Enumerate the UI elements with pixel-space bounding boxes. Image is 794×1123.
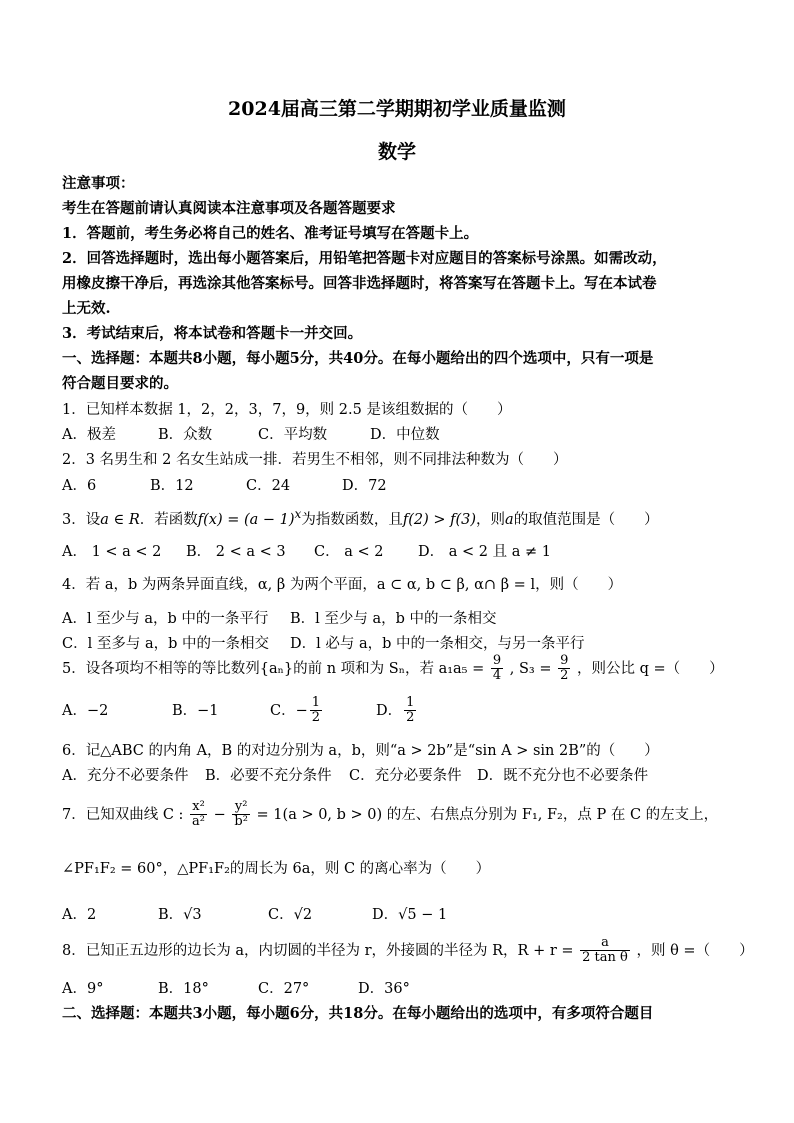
q5-option-d: D． $\frac{1}{2}$ bbox=[376, 695, 415, 726]
q3-var: a bbox=[505, 511, 514, 528]
q1-stem: 1．已知样本数据 1，2，2，3，7，9，则 2.5 是该组数据的（ ） bbox=[62, 402, 512, 418]
q4-stem: 4．若 a，b 为两条异面直线，α, β 为两个平面，a ⊂ α, b ⊂ β, α∩ β = l，则（ ） bbox=[62, 577, 623, 593]
q8-stem bbox=[62, 935, 754, 966]
q1-option-b: B．众数 bbox=[158, 427, 213, 443]
q6-option-b: B．必要不充分条件 bbox=[205, 768, 332, 784]
q5-pre: 5．设各项均不相等的等比数列{aₙ}的前 n 项和为 Sₙ，若 a₁a₅ = bbox=[62, 660, 485, 677]
q1-option-c: C．平均数 bbox=[258, 427, 328, 443]
q1-options bbox=[62, 423, 440, 444]
q5-option-a: A．−2 bbox=[62, 702, 109, 719]
q7-line2: ∠PF₁F₂ = 60°，△PF₁F₂的周长为 6a，则 C 的离心率为（ ） bbox=[62, 861, 491, 877]
q4-options-row2 bbox=[62, 632, 585, 653]
q4-option-c: C．l 至多与 a，b 中的一条相交 bbox=[62, 636, 269, 652]
q5-option-b: B．−1 bbox=[172, 702, 219, 719]
q5-option-c: C．− $\frac{1}{2}$ bbox=[270, 695, 321, 726]
q6-option-c: C．充分必要条件 bbox=[349, 768, 462, 784]
q8-option-b: B．18° bbox=[158, 981, 209, 997]
q8-post: ，则 θ =（ ） bbox=[636, 942, 754, 959]
exam-title: 2024届高三第二学期期初学业质量监测 bbox=[228, 98, 566, 120]
notice-line-1: 1．答题前，考生务必将自己的姓名、准考证号填写在答题卡上。 bbox=[62, 225, 479, 242]
q6-option-d: D．既不充分也不必要条件 bbox=[477, 768, 649, 784]
q8-option-a: A．9° bbox=[62, 981, 104, 997]
q2-option-b: B．12 bbox=[150, 478, 194, 494]
q1-option-d: D．中位数 bbox=[370, 427, 440, 443]
q3-mid2: 为指数函数，且 bbox=[301, 511, 403, 528]
q2-option-a: A．6 bbox=[62, 478, 97, 494]
q2-option-d: D．72 bbox=[342, 478, 387, 494]
q8-option-c: C．27° bbox=[258, 981, 310, 997]
q3-stem bbox=[62, 507, 738, 529]
q3-option-d: D． a < 2 且 a ≠ 1 bbox=[418, 544, 551, 560]
q4-option-b: B．l 至少与 a，b 中的一条相交 bbox=[290, 611, 497, 627]
q3-post: 的取值范围是（ ） bbox=[513, 511, 659, 528]
q5-mid: , S₃ = bbox=[509, 660, 552, 677]
q4-option-a: A．l 至少与 a，b 中的一条平行 bbox=[62, 611, 269, 627]
q3-ineq: f(2) > f(3) bbox=[402, 511, 477, 528]
q7-stem bbox=[62, 800, 738, 830]
q5-post: ，则公比 q =（ ） bbox=[576, 660, 724, 677]
q3-cond: a ∈ R bbox=[100, 511, 140, 528]
q1-option-a: A．极差 bbox=[62, 427, 116, 443]
section1-line2: 符合题目要求的。 bbox=[62, 375, 178, 392]
q3-mid1: ．若函数 bbox=[139, 511, 198, 528]
q7-pre: 7．已知双曲线 C : bbox=[62, 806, 184, 823]
q7-option-c: C．√2 bbox=[268, 907, 313, 923]
q4-option-d: D．l 必与 a，b 中的一条相交，与另一条平行 bbox=[290, 636, 585, 652]
q7-option-b: B．√3 bbox=[158, 907, 202, 923]
q3-func: f(x) = (a − 1) bbox=[197, 511, 295, 528]
q5-frac2: $\frac{9}{2}$ bbox=[560, 653, 569, 684]
notice-heading: 注意事项： bbox=[62, 175, 135, 192]
q5-stem bbox=[62, 654, 738, 684]
q7-post: = 1(a > 0, b > 0) 的左、右焦点分别为 F₁, F₂，点 P 在 C 的左支上， bbox=[256, 806, 719, 823]
q6-options bbox=[62, 764, 648, 785]
q7-minus: − bbox=[213, 806, 226, 823]
notice-line-5: 3．考试结束后，将本试卷和答题卡一并交回。 bbox=[62, 325, 363, 342]
q2-stem: 2．3 名男生和 2 名女生站成一排．若男生不相邻，则不同排法种数为（ ） bbox=[62, 452, 568, 468]
q3-exp: x bbox=[294, 507, 302, 521]
q8-options bbox=[62, 977, 410, 998]
q6-option-a: A．充分不必要条件 bbox=[62, 768, 189, 784]
q3-mid3: ，则 bbox=[476, 511, 506, 528]
q5-options bbox=[62, 696, 418, 726]
q7-option-d: D．√5 − 1 bbox=[372, 907, 448, 923]
q7-option-a: A．2 bbox=[62, 907, 97, 923]
q3-option-b: B． 2 < a < 3 bbox=[186, 544, 286, 560]
q3-option-a: A． 1 < a < 2 bbox=[62, 544, 162, 560]
subject-title: 数学 bbox=[377, 141, 416, 163]
q8-pre: 8．已知正五边形的边长为 a，内切圆的半径为 r，外接圆的半径为 R，R + r = bbox=[62, 942, 574, 959]
notice-line-3: 用橡皮擦干净后，再选涂其他答案标号。回答非选择题时，将答案写在答题卡上。写在本试卷 bbox=[62, 275, 657, 292]
notice-line-4: 上无效. bbox=[62, 300, 111, 317]
q3-pre: 3．设 bbox=[62, 511, 101, 528]
q7-frac2: $\frac{\text{y²}}{\text{b²}}$ bbox=[234, 799, 248, 830]
q5-frac1: $\frac{9}{4}$ bbox=[492, 653, 502, 684]
q3-option-c: C． a < 2 bbox=[314, 544, 384, 560]
q6-stem: 6．记△ABC 的内角 A，B 的对边分别为 a，b，则“a > 2b”是“sin A > sin 2B”的（ ） bbox=[62, 743, 659, 759]
q8-frac: $\frac{a}{\text{2 tan θ}}$ bbox=[582, 935, 628, 966]
notice-line-2: 2．回答选择题时，选出每小题答案后，用铅笔把答题卡对应题目的答案标号涂黑。如需改动， bbox=[62, 250, 667, 267]
q2-option-c: C．24 bbox=[246, 478, 291, 494]
q3-options bbox=[62, 540, 551, 561]
section2-line1: 二、选择题：本题共3小题，每小题6分，共18分。在每小题给出的选项中，有多项符合题目 bbox=[62, 1005, 654, 1022]
q7-frac1: $\frac{\text{x²}}{\text{a²}}$ bbox=[192, 799, 206, 830]
section1-line1: 一、选择题：本题共8小题，每小题5分，共40分。在每小题给出的四个选项中，只有一项是 bbox=[62, 350, 654, 367]
q8-option-d: D．36° bbox=[358, 981, 410, 997]
q7-options bbox=[62, 903, 447, 924]
q2-options bbox=[62, 474, 387, 495]
notice-line-0: 考生在答题前请认真阅读本注意事项及各题答题要求 bbox=[62, 200, 396, 217]
q4-options-row1 bbox=[62, 607, 497, 628]
